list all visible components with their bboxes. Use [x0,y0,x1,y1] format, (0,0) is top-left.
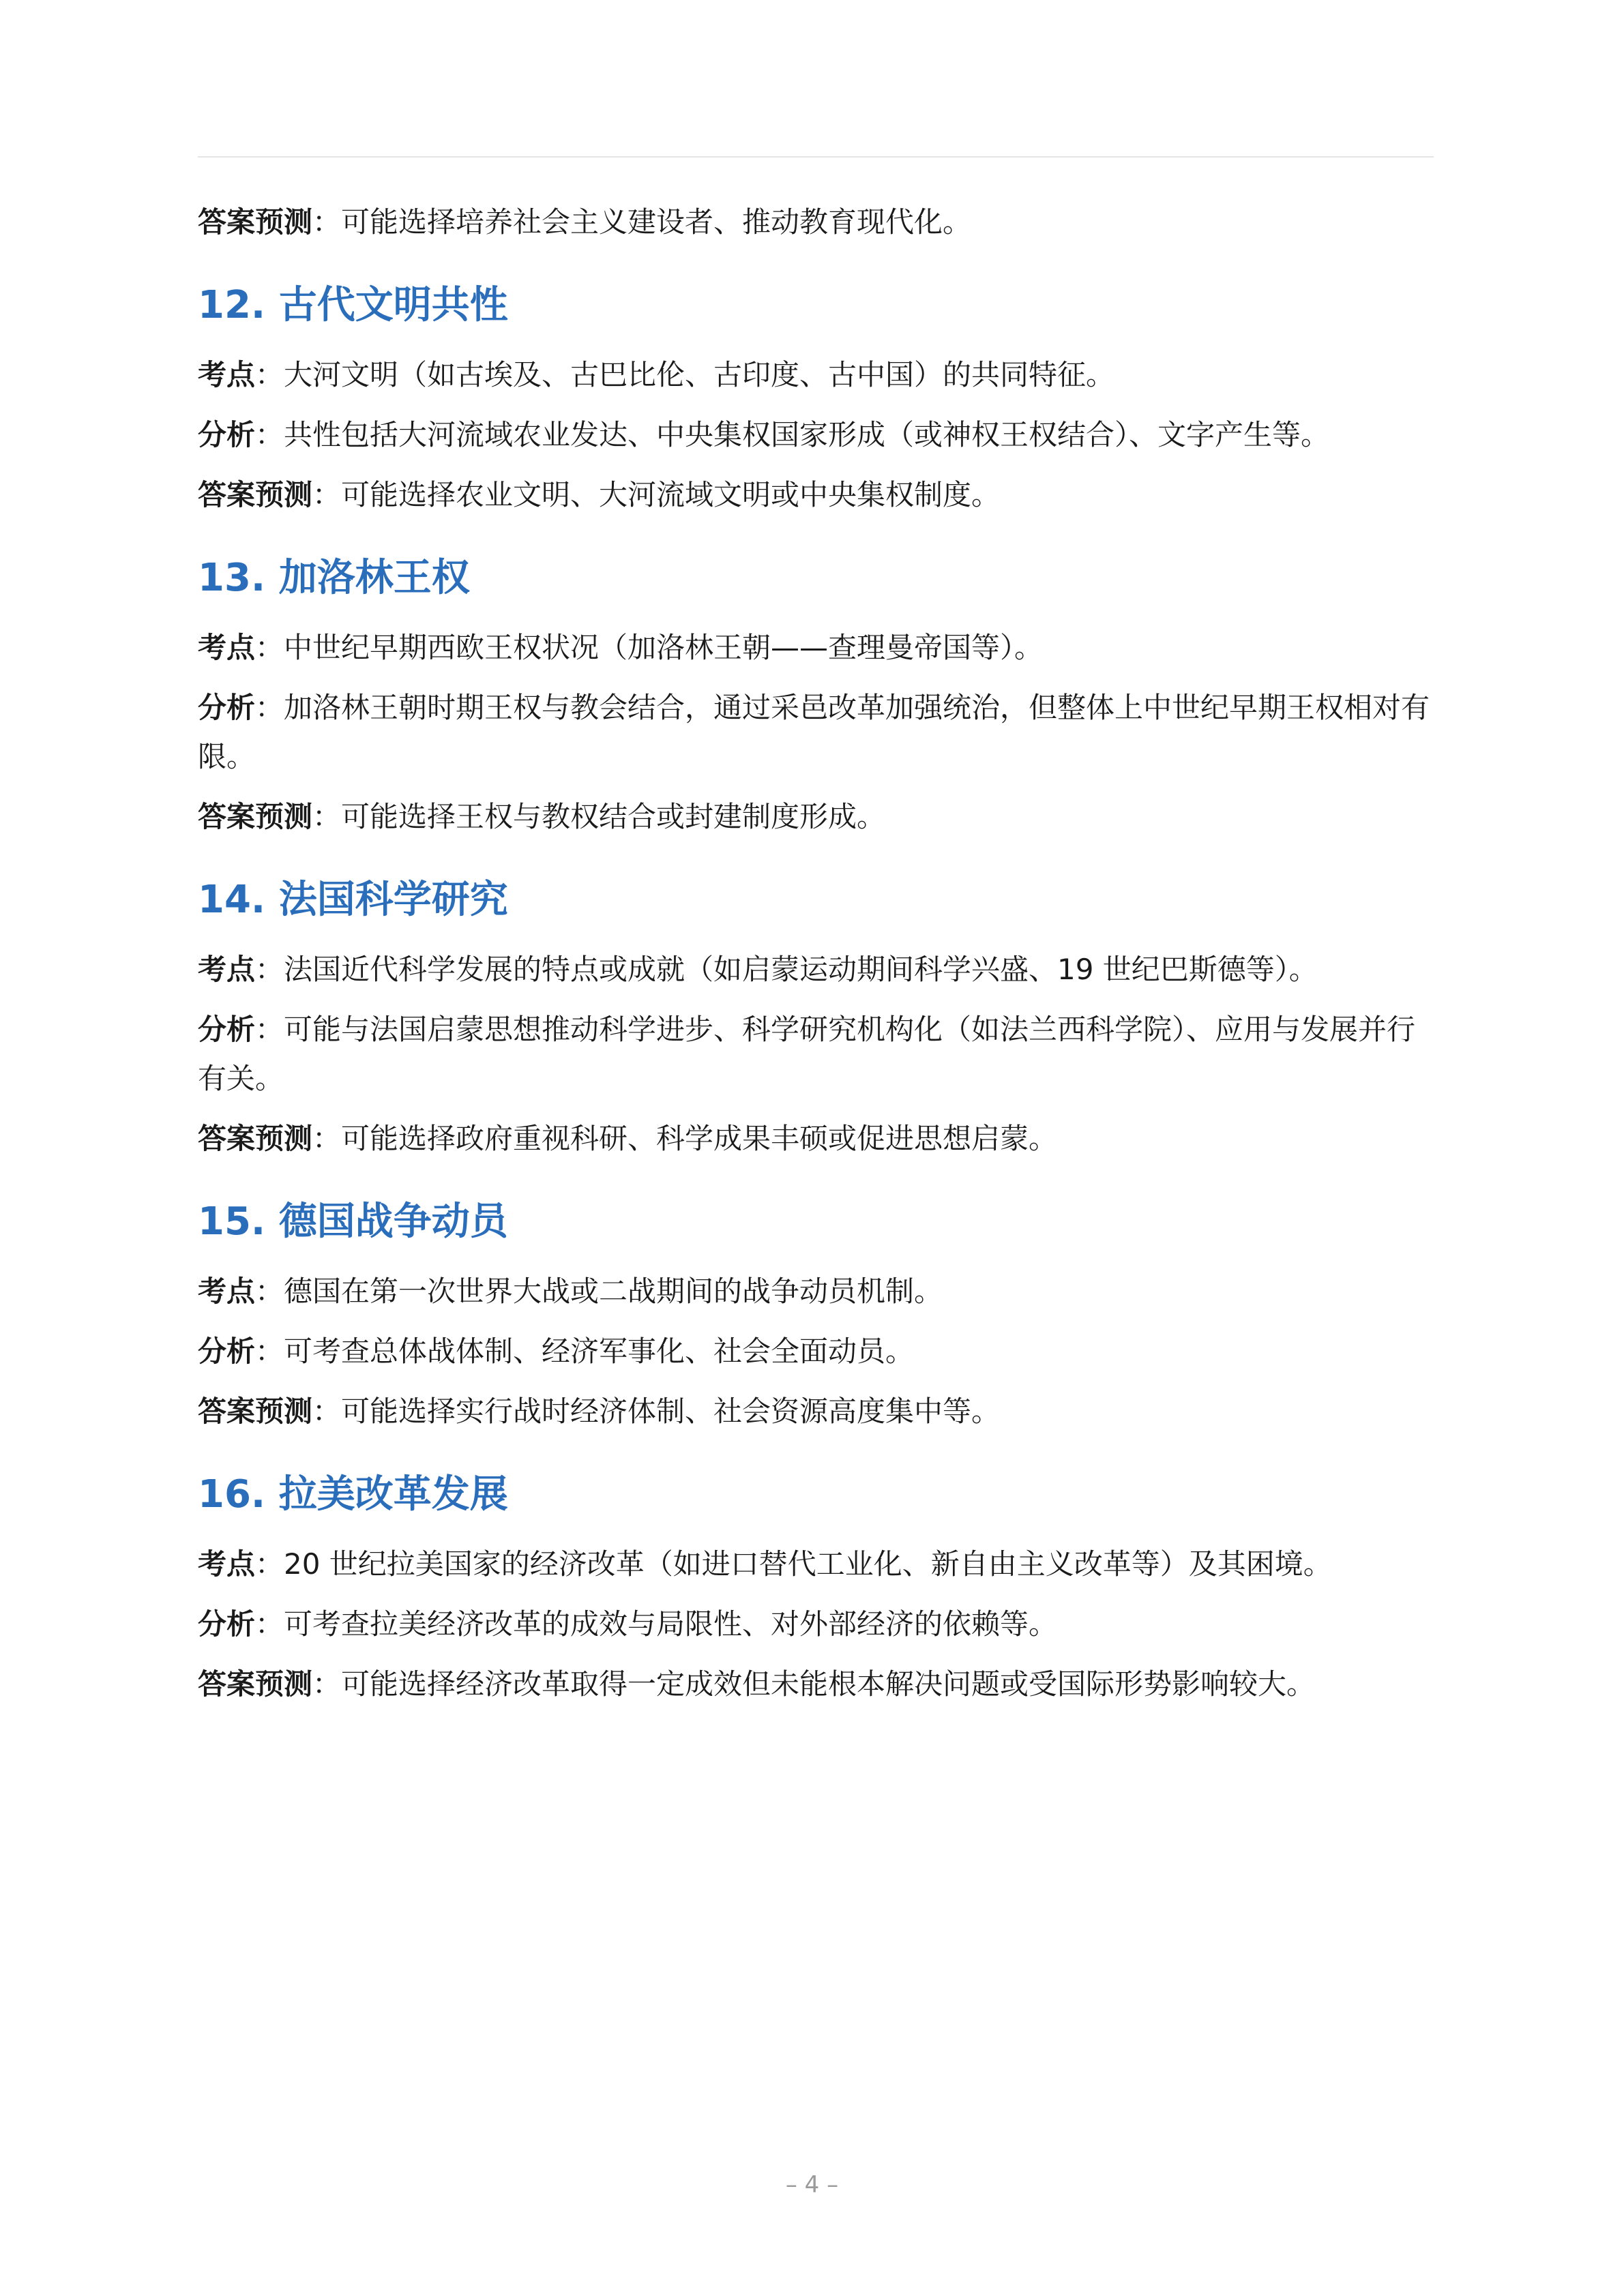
section-12 [198,278,1434,520]
kaodian-line [198,1267,1434,1316]
line-text: ：可能选择培养社会主义建设者、推动教育现代化。 [312,205,972,239]
line-text: ：可考查总体战体制、经济军事化、社会全面动员。 [255,1335,915,1368]
line-text: ：共性包括大河流域农业发达、中央集权国家形成（或神权王权结合）、文字产生等。 [255,418,1330,451]
line-label: 分析 [198,1607,256,1641]
line-label: 考点 [198,953,256,986]
fenxi-line [198,683,1434,781]
line-text: ：德国在第一次世界大战或二战期间的战争动员机制。 [255,1274,943,1308]
header-divider [198,156,1434,158]
line-text: ：加洛林王朝时期王权与教会结合，通过采邑改革加强统治，但整体上中世纪早期王权相对有限。 [198,691,1430,773]
line-label: 答案预测 [198,205,313,239]
answer-line [198,792,1434,841]
section-14 [198,873,1434,1163]
section-title: 15. 德国战争动员 [198,1199,508,1244]
line-label: 分析 [198,418,256,451]
fenxi-line [198,411,1434,460]
section-title: 12. 古代文明共性 [198,283,508,327]
answer-line [198,471,1434,520]
line-text: ：可能选择经济改革取得一定成效但未能根本解决问题或受国际形势影响较大。 [312,1667,1316,1701]
line-label: 分析 [198,1013,256,1046]
line-text: ：可能选择王权与教权结合或封建制度形成。 [312,800,886,833]
kaodian-line [198,1540,1434,1589]
line-text: ：大河文明（如古埃及、古巴比伦、古印度、古中国）的共同特征。 [255,358,1115,391]
line-label: 考点 [198,631,256,664]
kaodian-line [198,623,1434,672]
line-text: ：可能选择实行战时经济体制、社会资源高度集中等。 [312,1395,1001,1428]
line-label: 考点 [198,358,256,391]
line-label: 答案预测 [198,1395,313,1428]
line-label: 答案预测 [198,800,313,833]
answer-line [198,1387,1434,1436]
section-title: 13. 加洛林王权 [198,556,470,600]
document-body [198,198,1434,1720]
section-15 [198,1195,1434,1436]
line-text: ：可能与法国启蒙思想推动科学进步、科学研究机构化（如法兰西科学院）、应用与发展并行有关。 [198,1013,1416,1095]
line-text: ：20 世纪拉美国家的经济改革（如进口替代工业化、新自由主义改革等）及其困境。 [255,1547,1332,1581]
line-label: 考点 [198,1274,256,1308]
fenxi-line [198,1327,1434,1376]
line-text: ：法国近代科学发展的特点或成就（如启蒙运动期间科学兴盛、19 世纪巴斯德等）。 [255,953,1318,986]
line-text: ：中世纪早期西欧王权状况（加洛林王朝——查理曼帝国等）。 [255,631,1044,664]
intro-answer-line [198,198,1434,247]
line-text: ：可能选择农业文明、大河流域文明或中央集权制度。 [312,478,1001,511]
line-label: 分析 [198,691,256,724]
kaodian-line [198,945,1434,994]
answer-line [198,1114,1434,1163]
line-label: 分析 [198,1335,256,1368]
fenxi-line [198,1005,1434,1103]
line-label: 答案预测 [198,1667,313,1701]
section-title: 14. 法国科学研究 [198,878,508,922]
line-label: 答案预测 [198,478,313,511]
section-13 [198,551,1434,841]
line-text: ：可考查拉美经济改革的成效与局限性、对外部经济的依赖等。 [255,1607,1058,1641]
line-label: 答案预测 [198,1122,313,1155]
fenxi-line [198,1600,1434,1649]
line-label: 考点 [198,1547,256,1581]
page-number: – 4 – [785,2171,839,2198]
kaodian-line [198,351,1434,400]
section-title: 16. 拉美改革发展 [198,1472,508,1517]
line-text: ：可能选择政府重视科研、科学成果丰硕或促进思想启蒙。 [312,1122,1058,1155]
section-16 [198,1467,1434,1709]
answer-line [198,1660,1434,1709]
